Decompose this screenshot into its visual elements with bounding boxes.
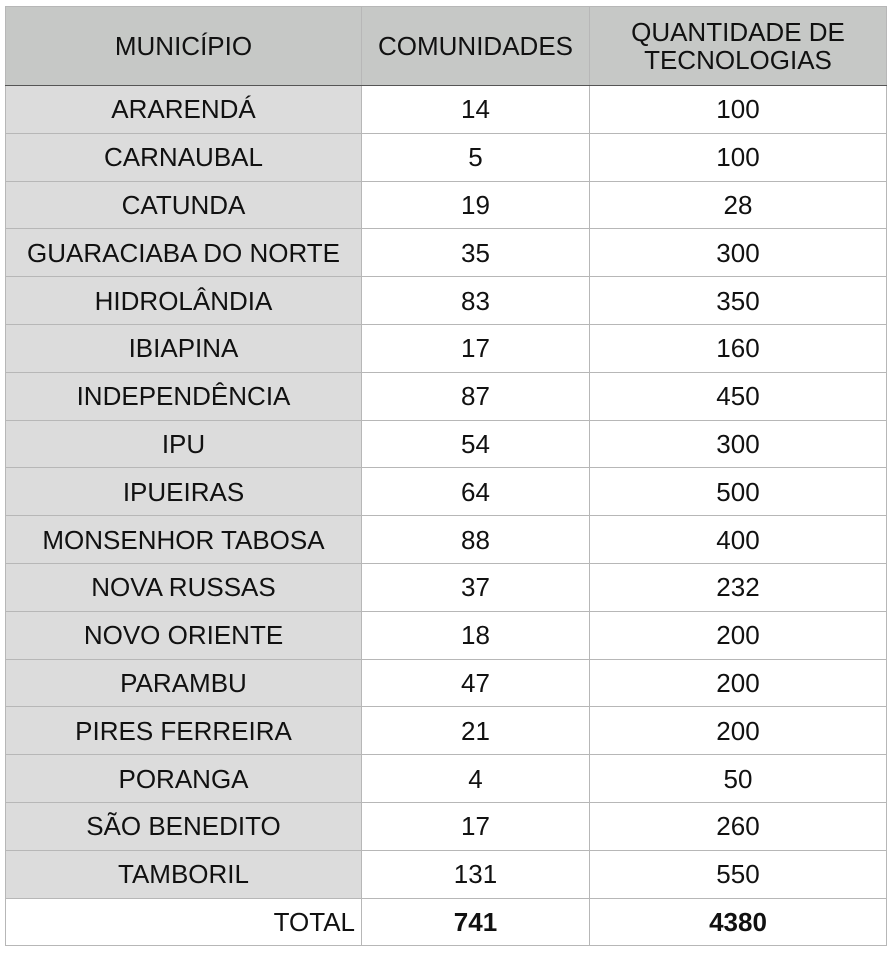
- table-row: [6, 277, 887, 325]
- table-row: [6, 468, 887, 516]
- cell-comunidades: 37: [362, 563, 590, 611]
- cell-municipio: TAMBORIL: [6, 850, 362, 898]
- cell-tecnologias: 100: [590, 86, 887, 134]
- cell-comunidades: 64: [362, 468, 590, 516]
- cell-comunidades: 83: [362, 277, 590, 325]
- cell-municipio: MONSENHOR TABOSA: [6, 516, 362, 564]
- table-row: [6, 707, 887, 755]
- header-municipio: MUNICÍPIO: [6, 7, 362, 86]
- municipios-table: [5, 6, 887, 946]
- total-comunidades: 741: [362, 898, 590, 945]
- header-row: [6, 7, 887, 86]
- cell-comunidades: 5: [362, 133, 590, 181]
- cell-municipio: GUARACIABA DO NORTE: [6, 229, 362, 277]
- cell-tecnologias: 400: [590, 516, 887, 564]
- cell-municipio: PIRES FERREIRA: [6, 707, 362, 755]
- cell-tecnologias: 550: [590, 850, 887, 898]
- cell-tecnologias: 50: [590, 755, 887, 803]
- table-row: [6, 133, 887, 181]
- table-row: [6, 324, 887, 372]
- cell-municipio: NOVA RUSSAS: [6, 563, 362, 611]
- cell-tecnologias: 160: [590, 324, 887, 372]
- cell-tecnologias: 100: [590, 133, 887, 181]
- cell-comunidades: 87: [362, 372, 590, 420]
- data-table-container: [5, 6, 887, 946]
- cell-tecnologias: 350: [590, 277, 887, 325]
- cell-municipio: ARARENDÁ: [6, 86, 362, 134]
- cell-comunidades: 21: [362, 707, 590, 755]
- table-row: [6, 755, 887, 803]
- cell-tecnologias: 200: [590, 707, 887, 755]
- table-row: [6, 850, 887, 898]
- header-comunidades: COMUNIDADES: [362, 7, 590, 86]
- cell-tecnologias: 232: [590, 563, 887, 611]
- cell-comunidades: 131: [362, 850, 590, 898]
- total-tecnologias: 4380: [590, 898, 887, 945]
- table-header: [6, 7, 887, 86]
- total-label: TOTAL: [6, 898, 362, 945]
- cell-tecnologias: 260: [590, 802, 887, 850]
- cell-tecnologias: 200: [590, 611, 887, 659]
- cell-comunidades: 47: [362, 659, 590, 707]
- cell-comunidades: 18: [362, 611, 590, 659]
- cell-comunidades: 35: [362, 229, 590, 277]
- table-row: [6, 86, 887, 134]
- table-row: [6, 181, 887, 229]
- cell-comunidades: 54: [362, 420, 590, 468]
- cell-comunidades: 14: [362, 86, 590, 134]
- cell-tecnologias: 500: [590, 468, 887, 516]
- table-row: [6, 659, 887, 707]
- cell-municipio: CATUNDA: [6, 181, 362, 229]
- cell-municipio: IPUEIRAS: [6, 468, 362, 516]
- cell-comunidades: 17: [362, 324, 590, 372]
- cell-comunidades: 88: [362, 516, 590, 564]
- cell-tecnologias: 300: [590, 420, 887, 468]
- cell-comunidades: 4: [362, 755, 590, 803]
- table-row: [6, 372, 887, 420]
- cell-municipio: PARAMBU: [6, 659, 362, 707]
- header-quantidade-tecnologias: QUANTIDADE DE TECNOLOGIAS: [590, 7, 887, 86]
- total-row: [6, 898, 887, 945]
- cell-municipio: SÃO BENEDITO: [6, 802, 362, 850]
- cell-municipio: HIDROLÂNDIA: [6, 277, 362, 325]
- table-row: [6, 802, 887, 850]
- cell-municipio: IPU: [6, 420, 362, 468]
- cell-comunidades: 19: [362, 181, 590, 229]
- table-body: [6, 86, 887, 899]
- cell-municipio: CARNAUBAL: [6, 133, 362, 181]
- table-footer: [6, 898, 887, 945]
- cell-comunidades: 17: [362, 802, 590, 850]
- cell-tecnologias: 200: [590, 659, 887, 707]
- cell-municipio: NOVO ORIENTE: [6, 611, 362, 659]
- cell-municipio: INDEPENDÊNCIA: [6, 372, 362, 420]
- cell-tecnologias: 300: [590, 229, 887, 277]
- cell-municipio: IBIAPINA: [6, 324, 362, 372]
- table-row: [6, 229, 887, 277]
- cell-tecnologias: 28: [590, 181, 887, 229]
- table-row: [6, 516, 887, 564]
- cell-tecnologias: 450: [590, 372, 887, 420]
- table-row: [6, 420, 887, 468]
- cell-municipio: PORANGA: [6, 755, 362, 803]
- table-row: [6, 611, 887, 659]
- table-row: [6, 563, 887, 611]
